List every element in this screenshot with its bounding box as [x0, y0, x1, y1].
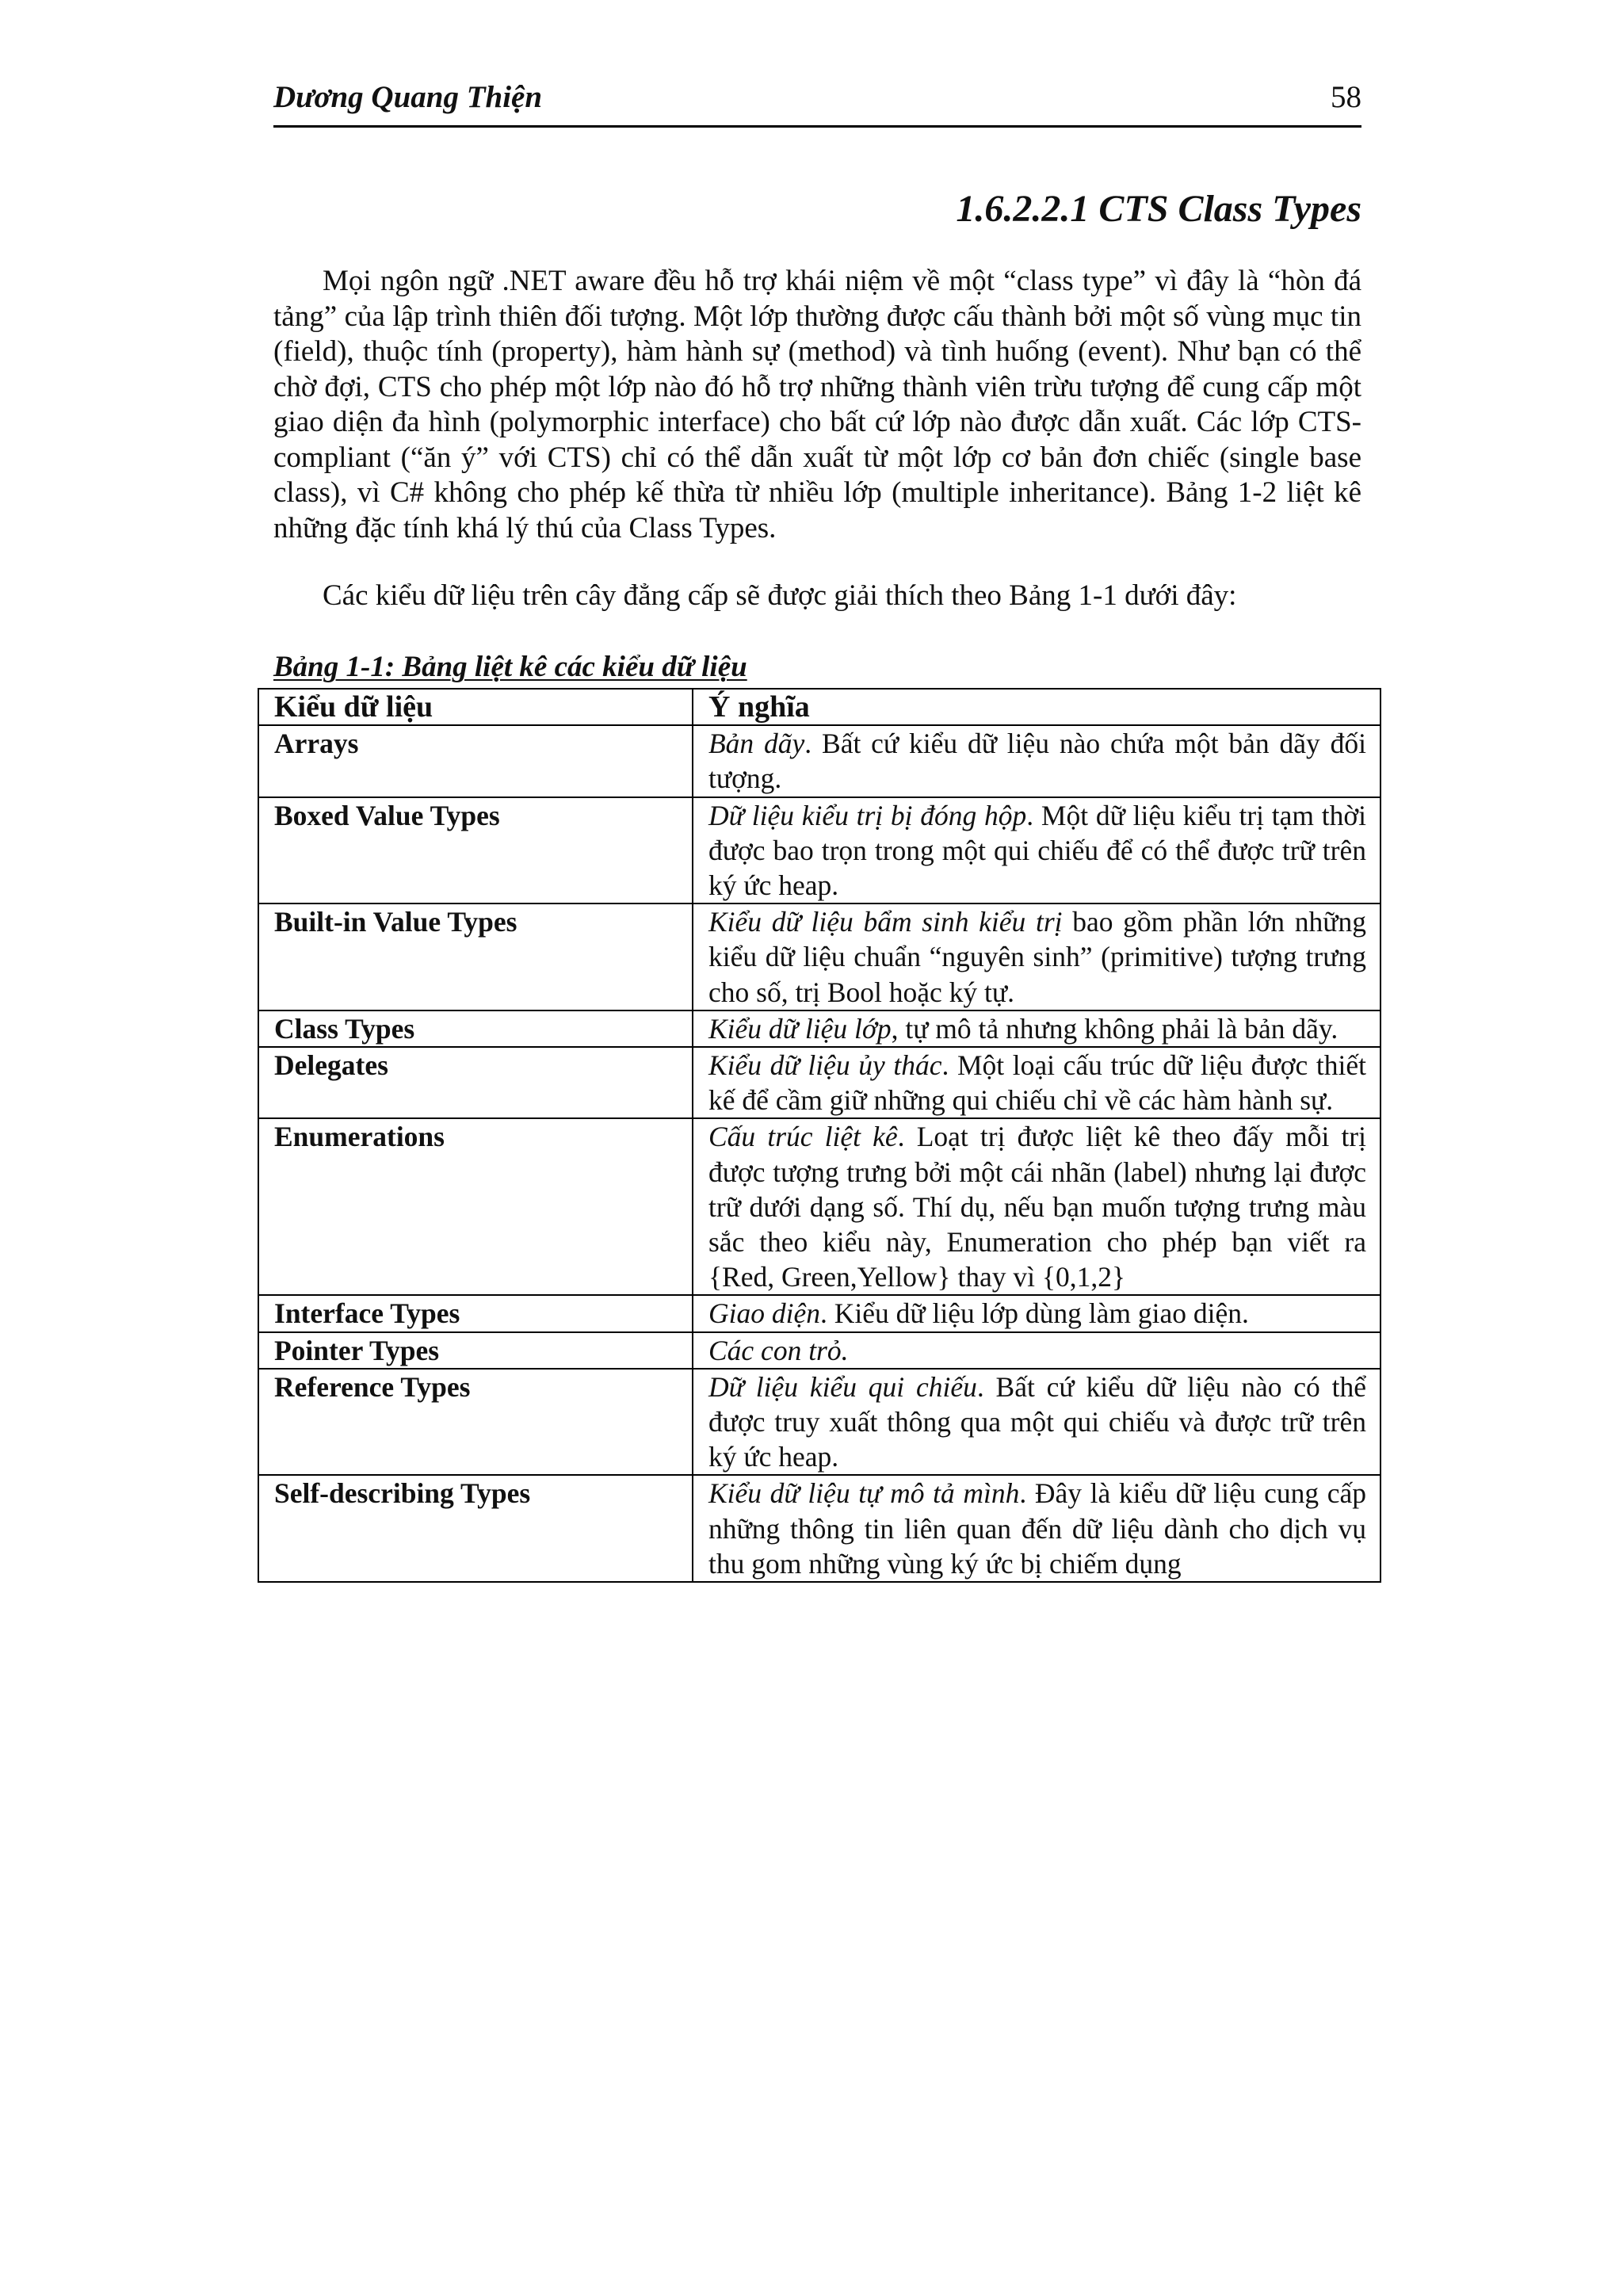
meaning-description: . Bất cứ kiểu dữ liệu nào chứa một bản dãy đối tượng.	[708, 728, 1366, 795]
meaning-term: Kiểu dữ liệu ủy thác	[708, 1049, 942, 1082]
type-name-cell: Self-describing Types	[258, 1475, 693, 1582]
meaning-cell	[693, 725, 1381, 797]
table-header-row	[258, 689, 1381, 725]
meaning-cell	[693, 1475, 1381, 1582]
meaning-description: , tự mô tả nhưng không phải là bản dãy.	[891, 1012, 1338, 1045]
column-header-meaning: Ý nghĩa	[693, 689, 1381, 725]
meaning-cell	[693, 1047, 1381, 1118]
meaning-term: Kiểu dữ liệu lớp	[708, 1012, 892, 1045]
type-name-cell: Enumerations	[258, 1118, 693, 1295]
meaning-term: Bản dãy	[708, 728, 805, 760]
type-name-cell: Reference Types	[258, 1369, 693, 1476]
meaning-cell	[693, 1118, 1381, 1295]
type-name-cell: Interface Types	[258, 1295, 693, 1331]
meaning-cell	[693, 1332, 1381, 1369]
type-name-cell: Class Types	[258, 1010, 693, 1047]
table-row	[258, 1475, 1381, 1582]
intro-paragraph: Mọi ngôn ngữ .NET aware đều hỗ trợ khái niệm về một “class type” vì đây là “hòn đá tảng” của lập trình thiên đối tượng. Một lớp thường được cấu thành bởi một số vùng mục tin (field), thuộc tính (property), hàm hành sự (method) và tình huống (event). Như bạn có thể chờ đợi, CTS cho phép một lớp nào đó hỗ trợ những thành viên trừu tượng để cung cấp một giao diện đa hình (polymorphic interface) cho bất cứ lớp nào được dẫn xuất. Các lớp CTS-compliant (“ăn ý” với CTS) chỉ có thể dẫn xuất từ một lớp cơ bản đơn chiếc (single base class), vì C# không cho phép kế thừa từ nhiều lớp (multiple inheritance). Bảng 1-2 liệt kê những đặc tính khá lý thú của Class Types.	[273, 265, 1361, 544]
table-row	[258, 904, 1381, 1010]
meaning-description: . Loạt trị được liệt kê theo đấy mỗi trị được tượng trưng bởi một cái nhãn (label) nhưng lại được trữ dưới dạng số. Thí dụ, nếu bạn muốn tượng trưng màu sắc theo kiểu này, Enumeration cho phép bạn viết ra {Red, Green,Yellow} thay vì {0,1,2}	[708, 1121, 1366, 1293]
meaning-term: Dữ liệu kiểu qui chiếu	[708, 1370, 977, 1403]
type-name-cell: Arrays	[258, 725, 693, 797]
page-header	[273, 79, 1361, 128]
table-caption: Bảng 1-1: Bảng liệt kê các kiểu dữ liệu	[273, 651, 747, 683]
table-row	[258, 1047, 1381, 1118]
meaning-description: . Đây là kiểu dữ liệu cung cấp những thông tin liên quan đến dữ liệu dành cho dịch vụ thu gom những vùng ký ức bị chiếm dụng	[708, 1477, 1366, 1580]
meaning-description: . Một dữ liệu kiểu trị tạm thời được bao trọn trong một qui chiếu để có thể được trữ trên ký ức heap.	[708, 799, 1366, 902]
data-types-table	[258, 688, 1381, 1583]
meaning-cell	[693, 1010, 1381, 1047]
table-row	[258, 725, 1381, 797]
table-row	[258, 1010, 1381, 1047]
meaning-term: Các con trỏ.	[708, 1334, 849, 1366]
table-row	[258, 1332, 1381, 1369]
meaning-cell	[693, 1369, 1381, 1476]
meaning-cell	[693, 904, 1381, 1010]
meaning-cell	[693, 797, 1381, 904]
header-author: Dương Quang Thiện	[273, 80, 543, 114]
type-name-cell: Delegates	[258, 1047, 693, 1118]
meaning-description: . Kiểu dữ liệu lớp dùng làm giao diện.	[820, 1297, 1249, 1330]
table-row	[258, 1118, 1381, 1295]
table-intro-paragraph: Các kiểu dữ liệu trên cây đẳng cấp sẽ được giải thích theo Bảng 1-1 dưới đây:	[323, 579, 1237, 612]
table-row	[258, 1369, 1381, 1476]
meaning-term: Giao diện	[708, 1297, 820, 1330]
type-name-cell: Boxed Value Types	[258, 797, 693, 904]
table-row	[258, 797, 1381, 904]
meaning-description: . Một loại cấu trúc dữ liệu được thiết kế để cầm giữ những qui chiếu chỉ về các hàm hành sự.	[708, 1049, 1366, 1117]
type-name-cell: Pointer Types	[258, 1332, 693, 1369]
meaning-description: bao gồm phần lớn những kiểu dữ liệu chuẩn “nguyên sinh” (primitive) tượng trưng cho số, trị Bool hoặc ký tự.	[708, 906, 1366, 1008]
column-header-type: Kiểu dữ liệu	[258, 689, 693, 725]
meaning-term: Kiểu dữ liệu bẩm sinh kiểu trị	[708, 906, 1063, 938]
meaning-term: Kiểu dữ liệu tự mô tả mình	[708, 1477, 1020, 1510]
table-row	[258, 1295, 1381, 1331]
section-heading: 1.6.2.2.1 CTS Class Types	[956, 188, 1361, 230]
page-number: 58	[1331, 80, 1361, 114]
meaning-term: Cấu trúc liệt kê	[708, 1121, 898, 1153]
meaning-description: . Bất cứ kiểu dữ liệu nào có thể được truy xuất thông qua một qui chiếu và được trữ trên ký ức heap.	[708, 1370, 1366, 1473]
type-name-cell: Built-in Value Types	[258, 904, 693, 1010]
meaning-cell	[693, 1295, 1381, 1331]
meaning-term: Dữ liệu kiểu trị bị đóng hộp	[708, 799, 1027, 831]
